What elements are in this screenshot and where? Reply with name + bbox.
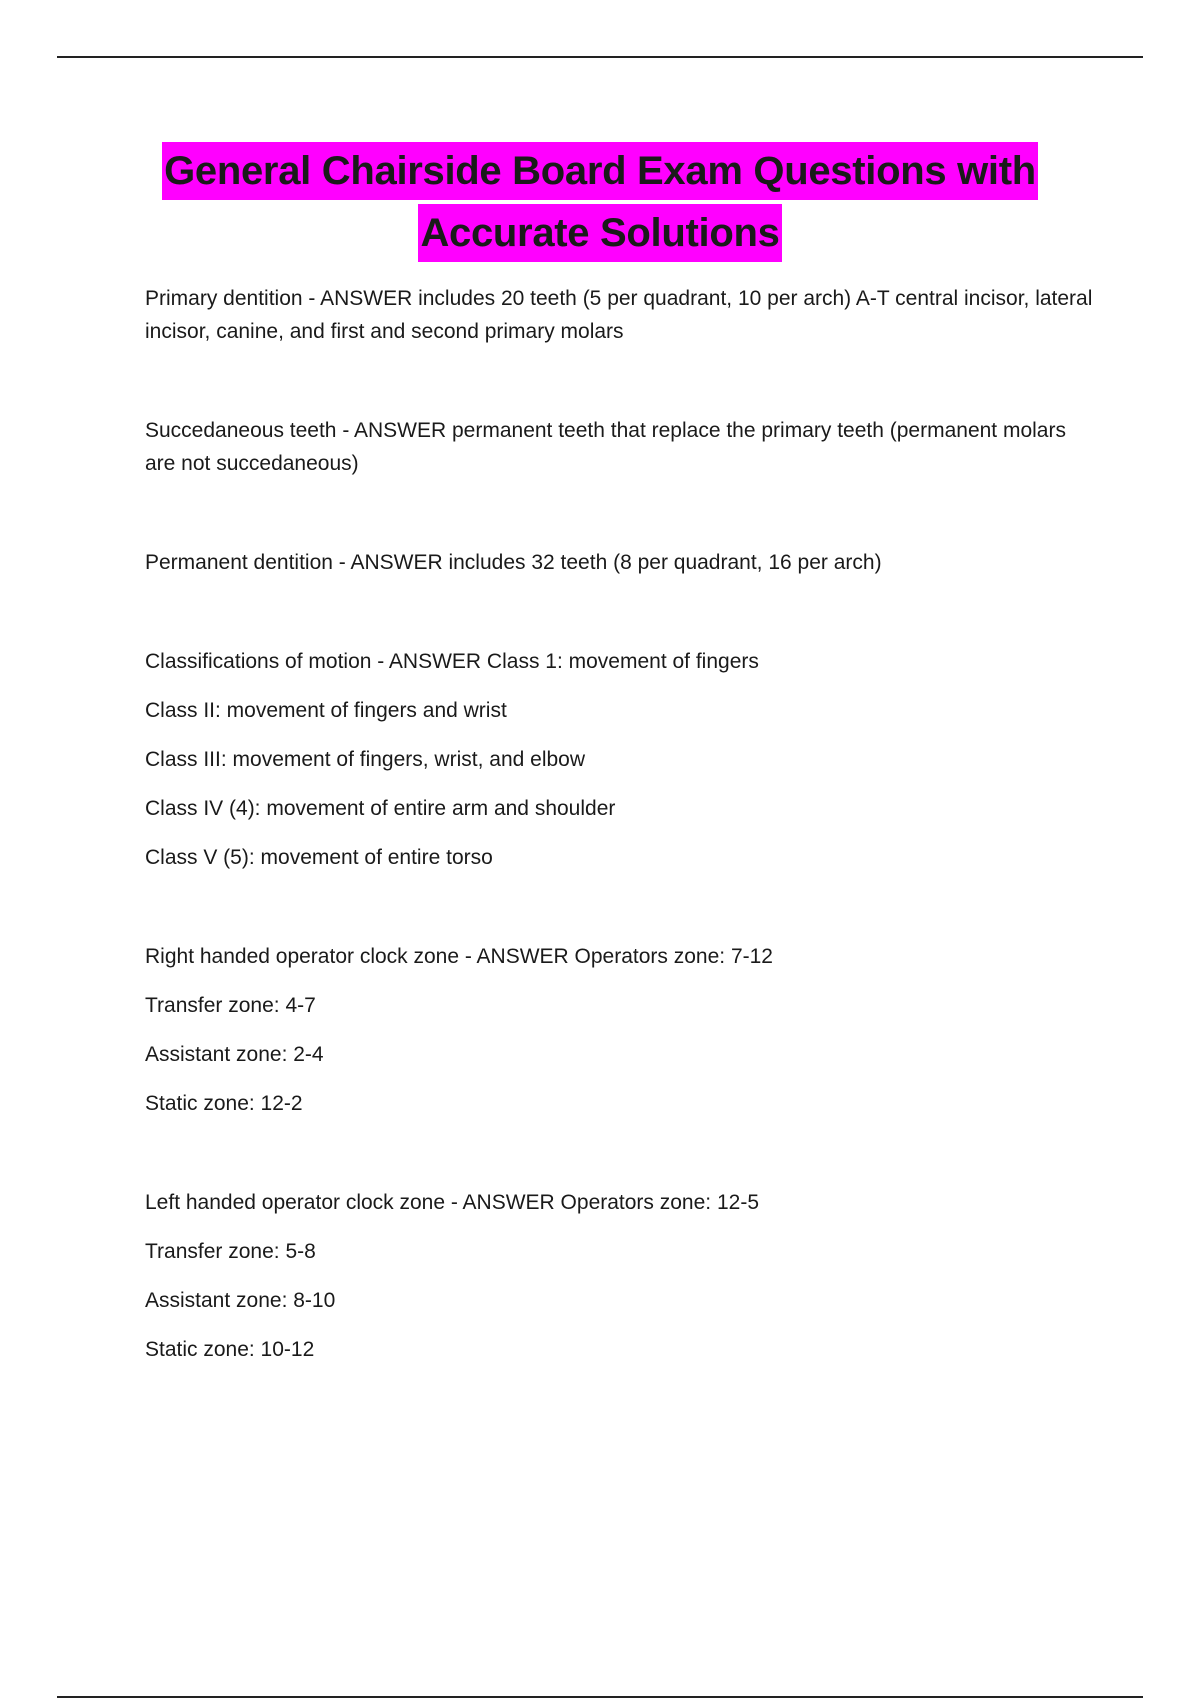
bottom-divider bbox=[57, 1696, 1143, 1698]
document-title bbox=[0, 142, 1200, 266]
entry-text: Class III: movement of fingers, wrist, and elbow bbox=[145, 748, 586, 771]
entry-text: Static zone: 10-12 bbox=[145, 1338, 315, 1361]
qa-entry-classifications-of-motion bbox=[145, 645, 1095, 874]
entry-text: Static zone: 12-2 bbox=[145, 1092, 303, 1115]
title-line-2: Accurate Solutions bbox=[418, 204, 781, 262]
entry-text: Permanent dentition - ANSWER includes 32 teeth (8 per quadrant, 16 per arch) bbox=[145, 551, 882, 574]
entry-text: Transfer zone: 4-7 bbox=[145, 994, 316, 1017]
entry-text: Right handed operator clock zone - ANSWER Operators zone: 7-12 bbox=[145, 945, 773, 968]
qa-entry-right-handed-clock-zone bbox=[145, 940, 1095, 1120]
entry-text: Transfer zone: 5-8 bbox=[145, 1240, 316, 1263]
qa-entry-permanent-dentition bbox=[145, 546, 1095, 579]
entry-text: Class V (5): movement of entire torso bbox=[145, 846, 493, 869]
qa-entry-primary-dentition bbox=[145, 282, 1095, 348]
entry-text: Succedaneous teeth - ANSWER permanent teeth that replace the primary teeth (permanent molars are not succedaneous) bbox=[145, 419, 1066, 475]
entry-text: Classifications of motion - ANSWER Class 1: movement of fingers bbox=[145, 650, 759, 673]
entry-text: Left handed operator clock zone - ANSWER Operators zone: 12-5 bbox=[145, 1191, 759, 1214]
entry-text: Primary dentition - ANSWER includes 20 teeth (5 per quadrant, 10 per arch) A-T central incisor, lateral incisor, canine, and first and second primary molars bbox=[145, 287, 1093, 343]
qa-entry-succedaneous-teeth bbox=[145, 414, 1095, 480]
qa-entry-left-handed-clock-zone bbox=[145, 1186, 1095, 1366]
document-body bbox=[145, 282, 1095, 1366]
title-line-1: General Chairside Board Exam Questions with bbox=[162, 142, 1038, 200]
entry-text: Assistant zone: 2-4 bbox=[145, 1043, 324, 1066]
entry-text: Assistant zone: 8-10 bbox=[145, 1289, 336, 1312]
entry-text: Class II: movement of fingers and wrist bbox=[145, 699, 507, 722]
top-divider bbox=[57, 56, 1143, 58]
entry-text: Class IV (4): movement of entire arm and shoulder bbox=[145, 797, 616, 820]
